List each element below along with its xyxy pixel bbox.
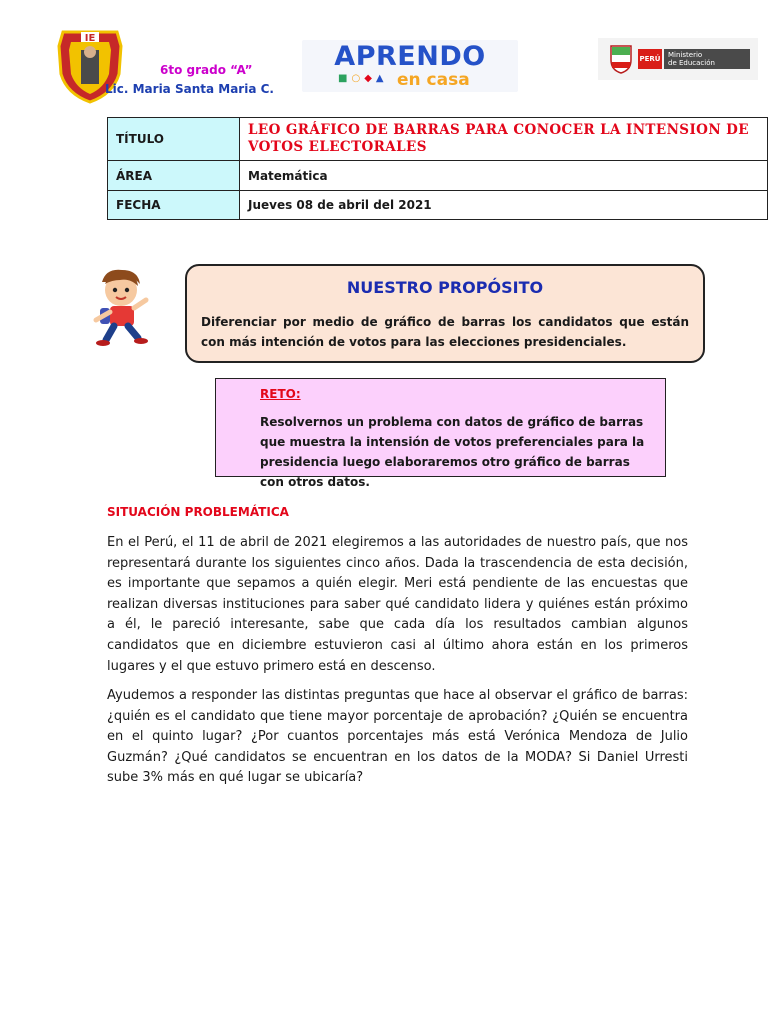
situation-paragraph-2: Ayudemos a responder las distintas preguntas que hace al observar el gráfico de barras: ¿quién es el candidato que tiene mayor porcentaje de aprobación? ¿Quién se encuentra en el quinto lugar? ¿Por cuantos porcentajes más está Verónica Mendoza de Julio Guzmán? ¿Qué candidatos se encuentran en los datos de la MODA? Si Daniel Urresti sube 3% más en qué lugar se ubicaría? xyxy=(107,688,688,786)
info-table xyxy=(107,117,768,220)
aprendo-en-casa-logo xyxy=(302,40,518,92)
reto-text: Resolvernos un problema con datos de gráfico de barras que muestra la intensión de votos preferenciales para la presidencia luego elaboraremos otro gráfico de barras con otros datos. xyxy=(260,415,645,489)
aprendo-logo-subtitle: en casa xyxy=(397,70,470,90)
aprendo-logo-title: APRENDO xyxy=(334,41,486,72)
grade-label: 6to grado “A” xyxy=(160,63,253,77)
svg-text:IE: IE xyxy=(84,33,96,44)
purpose-box xyxy=(185,264,705,363)
minedu-line1: Ministerio xyxy=(668,51,703,59)
table-row-title xyxy=(108,118,768,161)
table-row-area xyxy=(108,161,768,191)
peru-shield-icon xyxy=(608,44,634,74)
situation-paragraph-1: En el Perú, el 11 de abril de 2021 elegiremos a las autoridades de nuestro país, que nos representará durante los siguientes cinco años. Dada la trascendencia de esta decisión, es importante que sepamos a quién elegir. Meri está pendiente de las encuestas que realizan diversas instituciones para saber qué candidato lidera y quiénes están próximo a él, le pareció interesante, sabe que cada día los resultados cambian algunos candidatos que en diciembre estuvieron casi al último ahora están en los primeros lugares y el que estuvo primero está en descenso. xyxy=(107,535,688,674)
colored-shapes-icon: ■○◆▲ xyxy=(338,73,388,84)
area-value: Matemática xyxy=(240,161,768,191)
minedu-logo xyxy=(598,38,758,80)
teacher-name: Lic. Maria Santa Maria C. xyxy=(105,82,274,96)
purpose-title: NUESTRO PROPÓSITO xyxy=(346,278,544,297)
situation-heading: SITUACIÓN PROBLEMÁTICA xyxy=(107,505,289,519)
minedu-country-label: PERÚ xyxy=(638,49,662,69)
title-value: LEO GRÁFICO DE BARRAS PARA CONOCER LA INTENSION DE VOTOS ELECTORALES xyxy=(248,122,749,155)
title-label: TÍTULO xyxy=(108,118,240,161)
date-label: FECHA xyxy=(108,191,240,220)
minedu-ministry-block xyxy=(664,49,750,69)
area-label: ÁREA xyxy=(108,161,240,191)
title-value-cell xyxy=(240,118,768,161)
purpose-text: Diferenciar por medio de gráfico de barras los candidatos que están con más intención de votos para las elecciones presidenciales. xyxy=(201,315,689,349)
reto-box xyxy=(215,378,666,489)
reto-label: RETO: xyxy=(260,387,301,401)
minedu-line2: de Educación xyxy=(668,59,715,67)
boy-illustration xyxy=(86,266,156,348)
date-value: Jueves 08 de abril del 2021 xyxy=(240,191,768,220)
table-row-date xyxy=(108,191,768,220)
